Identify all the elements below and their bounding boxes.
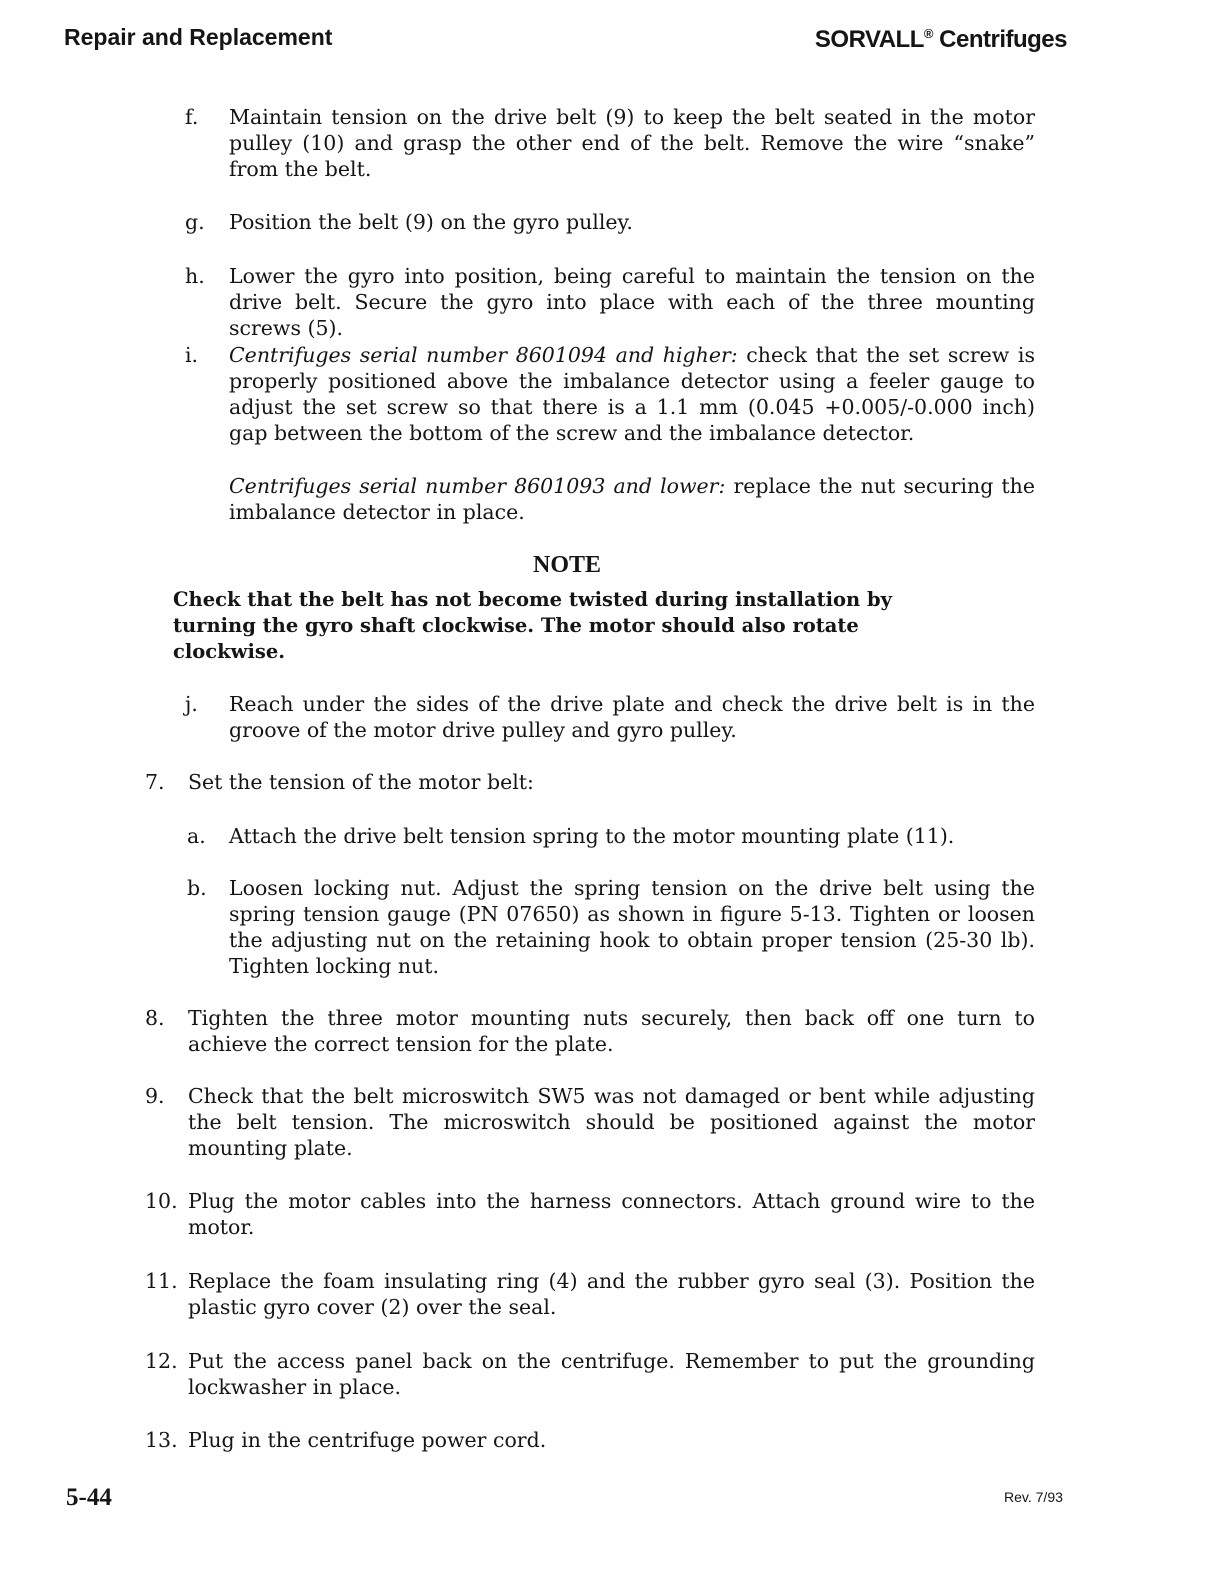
step-13-label: 13. xyxy=(145,1428,178,1452)
registered-mark: ® xyxy=(923,26,933,41)
header-brand xyxy=(815,26,1067,54)
step-b-label: b. xyxy=(187,876,207,900)
step-11-label: 11. xyxy=(145,1269,178,1293)
serial-high-text: check that the set screw is properly positioned above the imbalance detector using a feeler gauge to adjust the set screw so that there is a 1.1 mm (0.045 +0.005/-0.000 inch) gap between the bottom of the screw and the imbalance detector. xyxy=(229,343,1035,445)
step-9-label: 9. xyxy=(145,1084,165,1108)
serial-high-heading: Centrifuges serial number 8601094 and higher: xyxy=(229,343,738,367)
step-9-text: Check that the belt microswitch SW5 was not damaged or bent while adjusting the belt tension. The microswitch should be positioned against the motor mounting plate. xyxy=(188,1084,1035,1160)
header-section-title: Repair and Replacement xyxy=(64,24,333,50)
serial-low-heading: Centrifuges serial number 8601093 and lower: xyxy=(229,474,726,498)
step-10-label: 10. xyxy=(145,1189,178,1213)
step-g-text: Position the belt (9) on the gyro pulley. xyxy=(229,210,633,234)
step-f-label: f. xyxy=(185,105,199,129)
step-10-text: Plug the motor cables into the harness connectors. Attach ground wire to the motor. xyxy=(188,1189,1035,1239)
serial-low-text: replace the nut securing the imbalance detector in place. xyxy=(229,474,1035,524)
step-b-text: Loosen locking nut. Adjust the spring tension on the drive belt using the spring tension gauge (PN 07650) as shown in figure 5-13. Tighten or loosen the adjusting nut on the retaining hook to obtain proper tension (25-30 lb). Tighten locking nut. xyxy=(229,876,1035,978)
step-f-text: Maintain tension on the drive belt (9) to keep the belt seated in the motor pulley (10) and grasp the other end of the belt. Remove the wire “snake” from the belt. xyxy=(229,105,1035,181)
brand-suffix: Centrifuges xyxy=(939,26,1067,53)
step-8-text: Tighten the three motor mounting nuts securely, then back off one turn to achieve the correct tension for the plate. xyxy=(188,1006,1035,1056)
step-a-label: a. xyxy=(187,824,206,848)
step-h-label: h. xyxy=(185,264,205,288)
step-i-label: i. xyxy=(185,343,199,367)
page-number: 5-44 xyxy=(66,1484,112,1511)
note-title: NOTE xyxy=(532,552,601,578)
step-7-label: 7. xyxy=(145,770,165,794)
step-i-lower xyxy=(229,473,1035,525)
brand-name: SORVALL xyxy=(814,26,924,53)
step-7-text: Set the tension of the motor belt: xyxy=(188,770,534,794)
step-11-text: Replace the foam insulating ring (4) and the rubber gyro seal (3). Position the plastic gyro cover (2) over the seal. xyxy=(188,1269,1035,1319)
step-g-label: g. xyxy=(185,210,205,234)
step-13-text: Plug in the centrifuge power cord. xyxy=(188,1428,547,1452)
step-12-text: Put the access panel back on the centrifuge. Remember to put the grounding lockwasher in place. xyxy=(188,1349,1035,1399)
step-j-text: Reach under the sides of the drive plate and check the drive belt is in the groove of the motor drive pulley and gyro pulley. xyxy=(229,692,1035,742)
step-h-text: Lower the gyro into position, being careful to maintain the tension on the drive belt. Secure the gyro into place with each of the three mounting screws (5). xyxy=(229,264,1035,340)
step-12-label: 12. xyxy=(145,1349,178,1373)
note-text: Check that the belt has not become twisted during installation by turning the gyro shaft clockwise. The motor should also rotate clockwise. xyxy=(173,588,892,663)
step-8-label: 8. xyxy=(145,1006,165,1030)
step-j-label: j. xyxy=(185,692,198,716)
step-i-text xyxy=(229,342,1035,446)
revision-date: Rev. 7/93 xyxy=(1004,1489,1063,1505)
step-a-text: Attach the drive belt tension spring to the motor mounting plate (11). xyxy=(229,824,955,848)
